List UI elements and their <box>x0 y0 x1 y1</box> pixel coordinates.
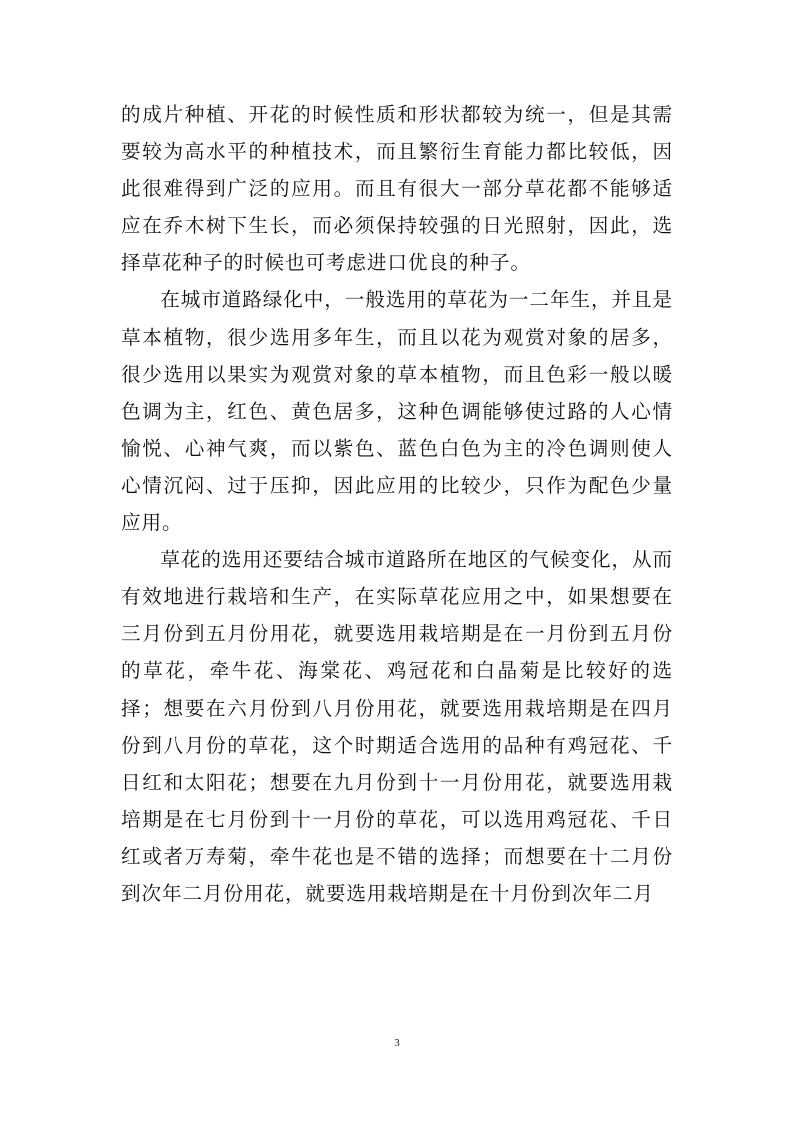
document-body <box>121 96 673 912</box>
page-number: 3 <box>394 1037 400 1049</box>
paragraph-seasonal-selection: 草花的选用还要结合城市道路所在地区的气候变化，从而有效地进行栽培和生产，在实际草花应用之中，如果想要在三月份到五月份用花，就要选用栽培期是在一月份到五月份的草花，牵牛花、海棠花、鸡冠花和白晶菊是比较好的选择；想要在六月份到八月份用花，就要选用栽培期是在四月份到八月份的草花，这个时期适合选用的品种有鸡冠花、千日红和太阳花；想要在九月份到十一月份用花，就要选用栽培期是在七月份到十一月份的草花，可以选用鸡冠花、千日红或者万寿菊，牵牛花也是不错的选择；而想要在十二月份到次年二月份用花，就要选用栽培期是在十月份到次年二月 <box>121 548 673 905</box>
paragraph-color-selection: 在城市道路绿化中，一般选用的草花为一二年生，并且是草本植物，很少选用多年生，而且以花为观赏对象的居多，很少选用以果实为观赏对象的草本植物，而且色彩一般以暖色调为主，红色、黄色居多，这种色调能够使过路的人心情愉悦、心神气爽，而以紫色、蓝色白色为主的冷色调则使人心情沉闷、过于压抑，因此应用的比较少，只作为配色少量应用。 <box>121 288 673 535</box>
paragraph-continuation: 的成片种植、开花的时候性质和形状都较为统一，但是其需要较为高水平的种植技术，而且繁衍生育能力都比较低，因此很难得到广泛的应用。而且有很大一部分草花都不能够适应在乔木树下生长，而必须保持较强的日光照射，因此，选择草花种子的时候也可考虑进口优良的种子。 <box>121 103 673 275</box>
